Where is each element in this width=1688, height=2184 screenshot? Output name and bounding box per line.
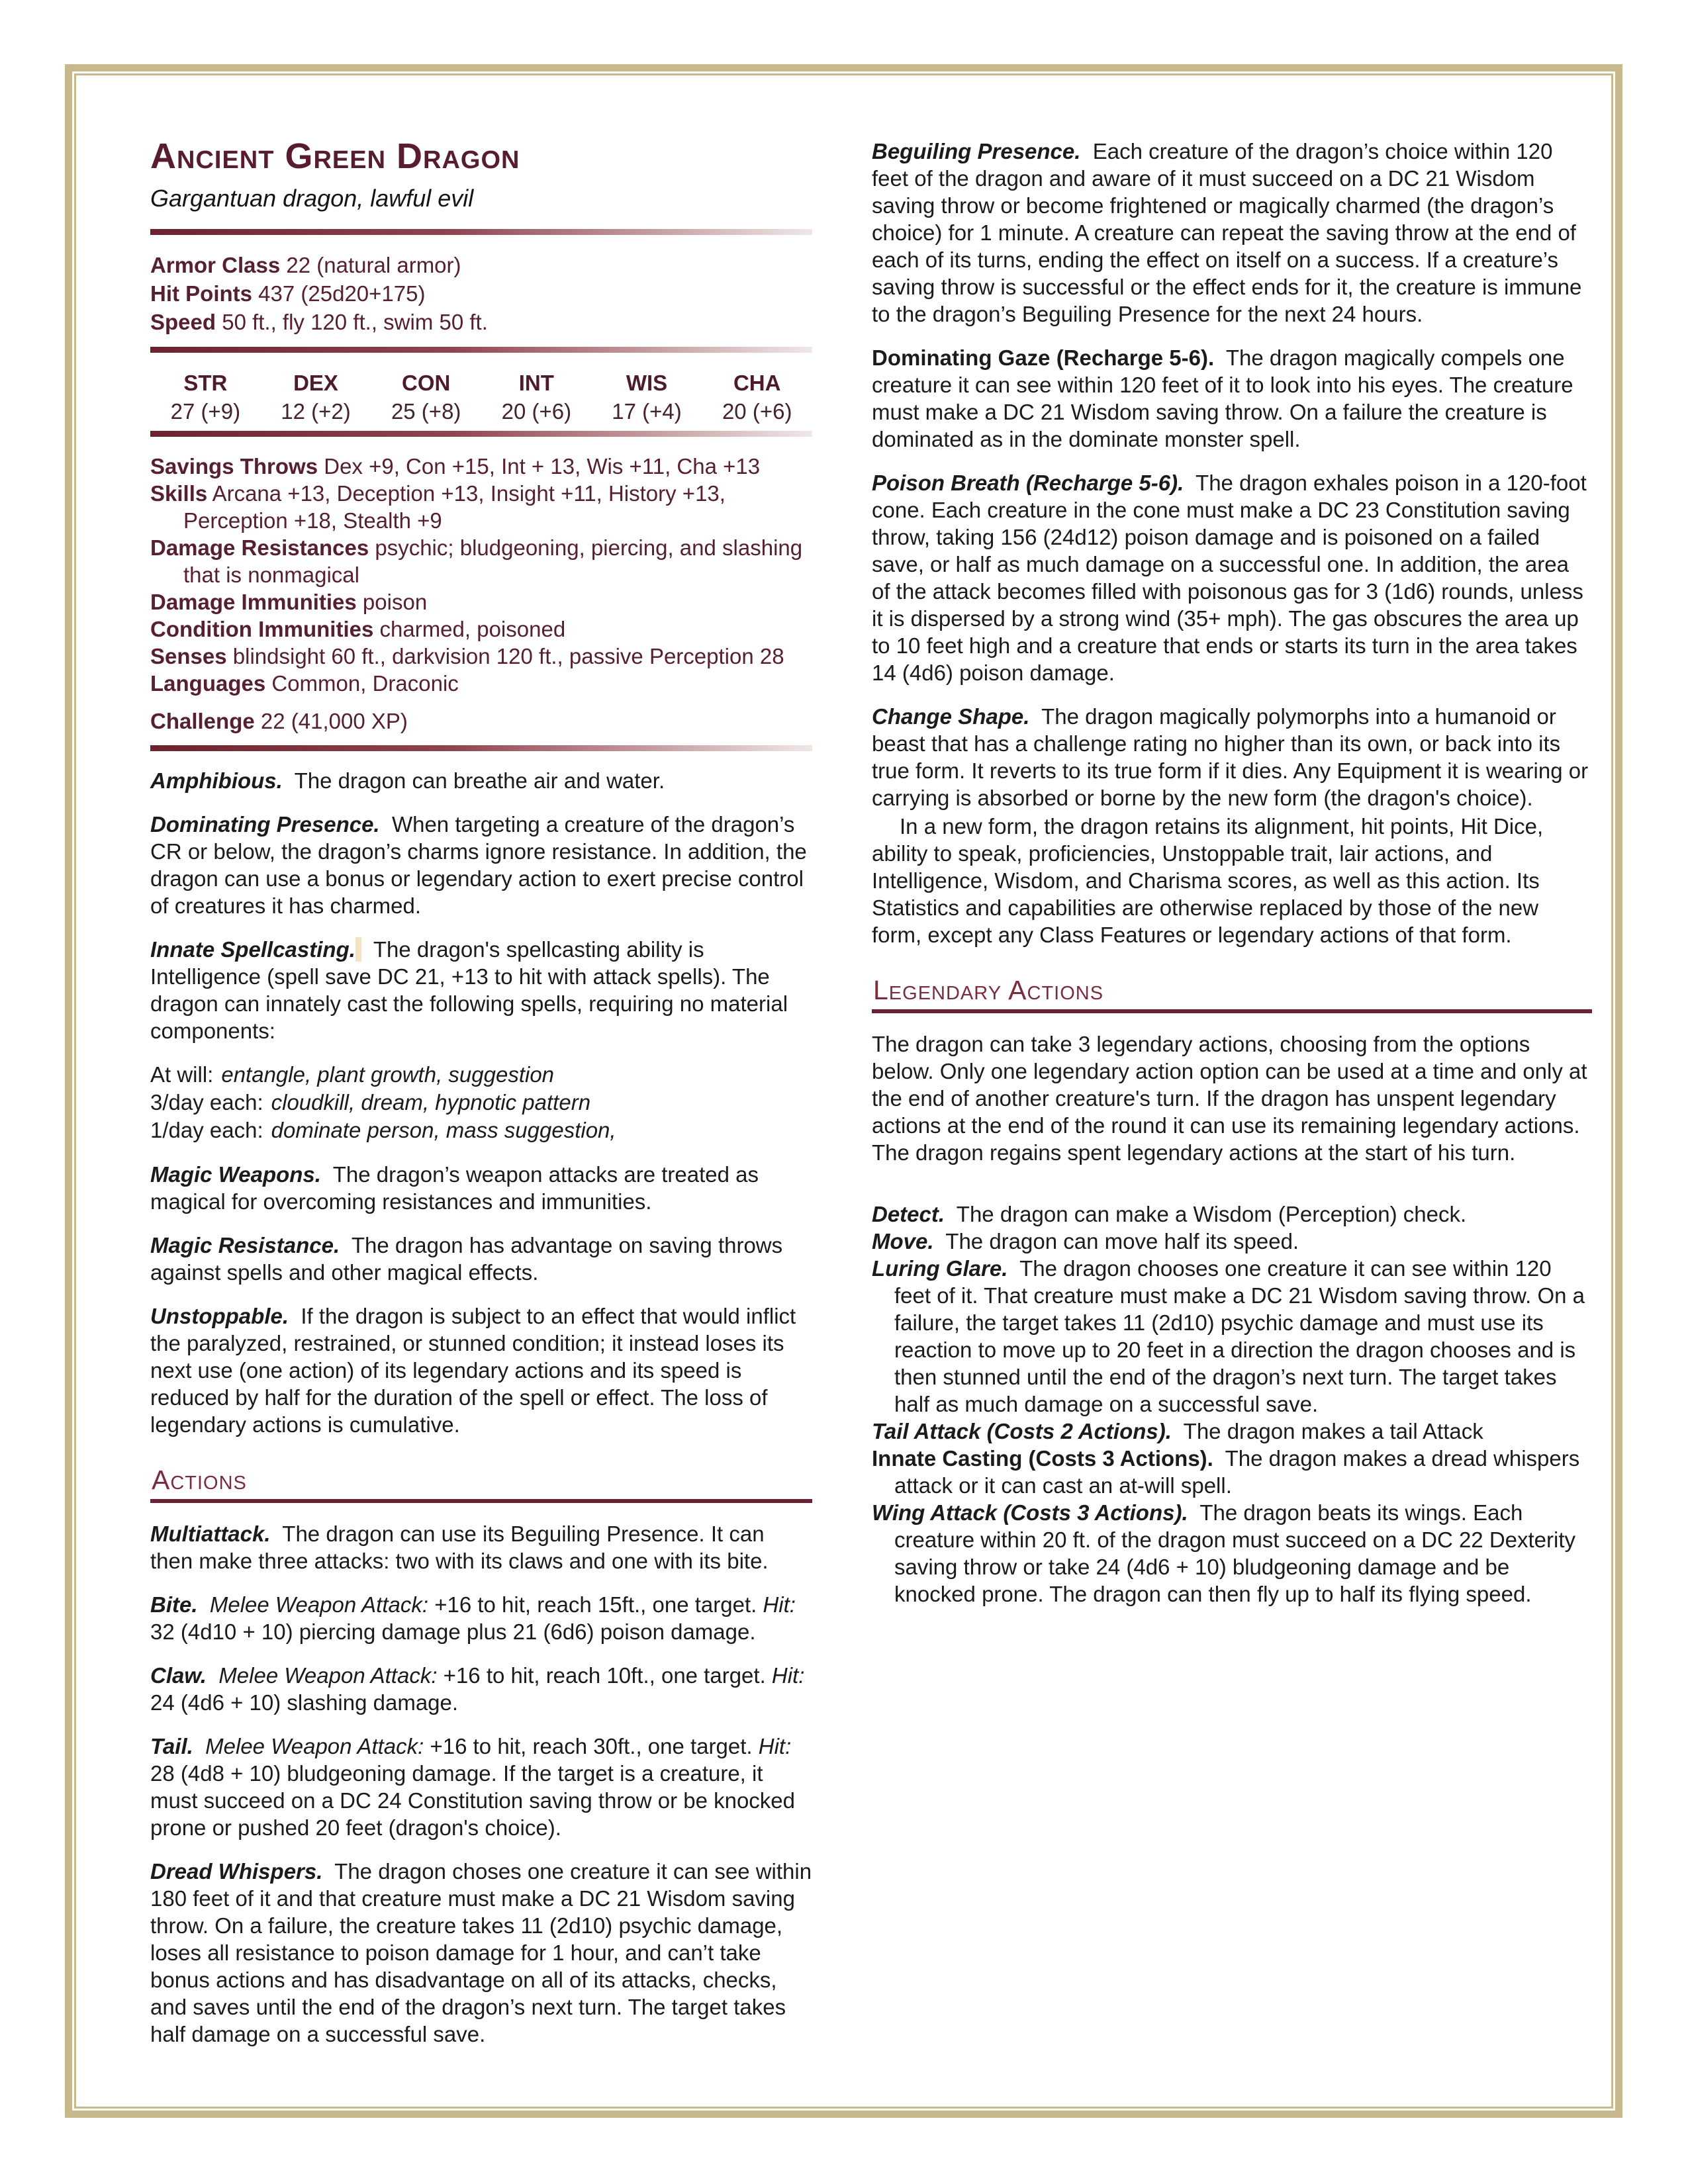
trait-name: Innate Spellcasting. (150, 937, 355, 962)
ability-score-table (150, 369, 812, 426)
stat-paragraph: Luring Glare. The dragon chooses one creature it can see within 120 feet of it. That creature must make a DC 21 Wisdom saving throw. On a failure, the target takes 11 (2d10) psychic damage and must use its reaction to move up to 20 feet in a direction the dragon chooses and is then stunned until the end of the dragon’s next turn. The target takes half as much damage on a successful save. (872, 1256, 1585, 1416)
actions-heading: Actions (150, 1465, 812, 1503)
legendary-actions-list (872, 1201, 1592, 1608)
creature-type-subtitle: Gargantuan dragon, lawful evil (150, 185, 474, 212)
trait-name: Dominating Gaze (Recharge 5-6). (872, 345, 1215, 370)
actions-list (150, 1520, 812, 2048)
stat-paragraph: Dominating Gaze (Recharge 5-6). The dragon magically compels one creature it can see within 120 feet of it to look into his eyes. The creature must make a DC 21 Wisdom saving throw. On a failure the creature is dominated as in the dominate monster spell. (872, 345, 1573, 451)
ability-name: CHA (733, 371, 781, 395)
ability-score: 17 (+4) (612, 399, 682, 424)
trait-name: Innate Casting (Costs 3 Actions). (872, 1446, 1213, 1471)
trait-name: Magic Weapons. (150, 1162, 321, 1187)
stat-paragraph: Tail Attack (Costs 2 Actions). The dragon makes a tail Attack (872, 1419, 1483, 1443)
special-abilities-list (872, 138, 1592, 948)
ability-cell (150, 369, 261, 426)
trait-name: Dominating Presence. (150, 812, 380, 837)
legendary-actions-heading: Legendary Actions (872, 975, 1592, 1013)
ability-score: 20 (+6) (501, 399, 572, 424)
trait-name: Magic Resistance. (150, 1233, 340, 1257)
attribute-line: Savings Throws Dex +9, Con +15, Int + 13, Wis +11, Cha +13 (150, 454, 761, 478)
spell-line: 3/day each: cloudkill, dream, hypnotic pattern (150, 1090, 591, 1115)
left-column (150, 136, 812, 2064)
attribute-line: Damage Immunities poison (150, 590, 428, 614)
trait-name: Detect. (872, 1202, 945, 1226)
trait-name: Wing Attack (Costs 3 Actions). (872, 1500, 1188, 1525)
core-stat-line: Speed 50 ft., fly 120 ft., swim 50 ft. (150, 310, 488, 334)
trait-name: Multiattack. (150, 1522, 271, 1546)
stat-paragraph: Innate Casting (Costs 3 Actions). The dragon makes a dread whispers attack or it can cast an at-will spell. (872, 1446, 1580, 1498)
core-stat-line: Hit Points 437 (25d20+175) (150, 281, 426, 306)
trait-name: Luring Glare. (872, 1256, 1008, 1281)
trait-name: Move. (872, 1229, 934, 1253)
stat-paragraph: Magic Resistance. The dragon has advantage on saving throws against spells and other magical effects. (150, 1233, 783, 1285)
ability-name: WIS (626, 371, 668, 395)
trait-name: Beguiling Presence. (872, 139, 1081, 163)
spell-line: At will: entangle, plant growth, suggestion (150, 1062, 555, 1087)
stat-paragraph: Detect. The dragon can make a Wisdom (Perception) check. (872, 1202, 1467, 1226)
ability-name: CON (402, 371, 451, 395)
traits-list (150, 767, 812, 1044)
attribute-line: Challenge 22 (41,000 XP) (150, 709, 408, 733)
page-title: Ancient Green Dragon (150, 136, 520, 176)
highlight-mark (355, 937, 361, 962)
ability-name: STR (183, 371, 228, 395)
stat-paragraph-continued: In a new form, the dragon retains its alignment, hit points, Hit Dice, ability to speak, proficiencies, Unstoppable trait, lair actions, and Intelligence, Wisdom, and Charisma scores, as well as this action. Its Statistics and capabilities are otherwise replaced by those of the new form, except any Class Features or legendary actions of that form. (872, 814, 1544, 947)
stat-paragraph: Poison Breath (Recharge 5-6). The dragon exhales poison in a 120-foot cone. Each creature in the cone must make a DC 23 Constitution saving throw, taking 156 (24d12) poison damage and is poisoned on a failed save, or half as much damage on a successful one. In addition, the area of the attack becomes filled with poisonous gas for 3 (1d6) rounds, unless it is dispersed by a strong wind (35+ mph). The gas obscures the area up to 10 feet high and a creature that ends or starts its turn in the area takes 14 (4d6) poison damage. (872, 471, 1587, 685)
ability-cell (261, 369, 371, 426)
trait-name: Tail Attack (Costs 2 Actions). (872, 1419, 1172, 1443)
stat-paragraph: Innate Spellcasting. The dragon's spellcasting ability is Intelligence (spell save DC 21, +13 to hit with attack spells). The dragon can innately cast the following spells, requiring no material components: (150, 937, 788, 1043)
trait-name: Tail. (150, 1734, 193, 1758)
ability-name: INT (518, 371, 554, 395)
core-stats (150, 251, 812, 336)
trait-name: Claw. (150, 1663, 207, 1688)
trait-name: Unstoppable. (150, 1304, 289, 1328)
ability-name: DEX (293, 371, 338, 395)
attribute-line: Senses blindsight 60 ft., darkvision 120 ft., passive Perception 28 (150, 644, 784, 668)
tapered-divider (150, 745, 812, 751)
trait-name: Poison Breath (Recharge 5-6). (872, 471, 1184, 495)
ability-cell (371, 369, 481, 426)
innate-spell-list (150, 1061, 812, 1144)
ability-cell (592, 369, 702, 426)
stat-paragraph: Claw. Melee Weapon Attack: +16 to hit, reach 10ft., one target. Hit: 24 (4d6 + 10) slashing damage. (150, 1663, 805, 1715)
traits-list (150, 1161, 812, 1438)
attribute-list (150, 453, 812, 735)
stat-paragraph: Tail. Melee Weapon Attack: +16 to hit, reach 30ft., one target. Hit: 28 (4d8 + 10) bludgeoning damage. If the target is a creature, it must succeed on a DC 24 Constitution saving throw or be knocked prone or pushed 20 feet (dragon's choice). (150, 1734, 796, 1840)
trait-name: Dread Whispers. (150, 1859, 323, 1884)
stat-paragraph: Dominating Presence. When targeting a creature of the dragon’s CR or below, the dragon’s charms ignore resistance. In addition, the dragon can use a bonus or legendary action to exert precise control of creatures it has charmed. (150, 812, 807, 918)
legendary-actions-intro: The dragon can take 3 legendary actions, choosing from the options below. Only one legendary action option can be used at a time and only at the end of another creature's turn. If the dragon has unspent legendary actions at the end of the round it can use its remaining legendary actions. The dragon regains spent legendary actions at the start of his turn. (872, 1032, 1587, 1165)
trait-name: Amphibious. (150, 768, 283, 793)
spell-line: 1/day each: dominate person, mass suggestion, (150, 1118, 616, 1142)
ability-score: 27 (+9) (170, 399, 241, 424)
ability-score: 25 (+8) (391, 399, 461, 424)
stat-paragraph: Beguiling Presence. Each creature of the dragon’s choice within 120 feet of the dragon and aware of it must succeed on a DC 21 Wisdom saving throw or become frightened or magically charmed (the dragon’s choice) for 1 minute. A creature can repeat the saving throw at the end of each of its turns, ending the effect on itself on a success. If a creature’s saving throw is successful or the effect ends for it, the creature is immune to the dragon’s Beguiling Presence for the next 24 hours. (872, 139, 1582, 326)
stat-paragraph: Amphibious. The dragon can breathe air and water. (150, 768, 665, 793)
trait-name: Bite. (150, 1592, 198, 1617)
right-column (872, 138, 1592, 1608)
stat-paragraph: Change Shape. The dragon magically polymorphs into a humanoid or beast that has a challenge rating no higher than its own, or back into its true form. It reverts to its true form if it dies. Any Equipment it is wearing or carrying is absorbed or borne by the new form (the dragon's choice). (872, 704, 1589, 810)
stat-paragraph: Multiattack. The dragon can use its Beguiling Presence. It can then make three attacks: two with its claws and one with its bite. (150, 1522, 769, 1573)
core-stat-line: Armor Class 22 (natural armor) (150, 253, 461, 277)
trait-name: Change Shape. (872, 704, 1030, 729)
attribute-line: Condition Immunities charmed, poisoned (150, 617, 566, 641)
stat-paragraph: Bite. Melee Weapon Attack: +16 to hit, reach 15ft., one target. Hit: 32 (4d10 + 10) piercing damage plus 21 (6d6) poison damage. (150, 1592, 796, 1644)
stat-paragraph: Magic Weapons. The dragon’s weapon attacks are treated as magical for overcoming resistances and immunities. (150, 1162, 759, 1214)
ability-score: 20 (+6) (722, 399, 792, 424)
tapered-divider (150, 347, 812, 353)
tapered-divider (150, 229, 812, 235)
stat-paragraph: Unstoppable. If the dragon is subject to an effect that would inflict the paralyzed, restrained, or stunned condition; it instead loses its next use (one action) of its legendary actions and its speed is reduced by half for the duration of the spell or effect. The loss of legendary actions is cumulative. (150, 1304, 796, 1437)
stat-paragraph: Wing Attack (Costs 3 Actions). The dragon beats its wings. Each creature within 20 ft. of the dragon must succeed on a DC 22 Dexterity saving throw or take 24 (4d6 + 10) bludgeoning damage and be knocked prone. The dragon can then fly up to half its flying speed. (872, 1500, 1576, 1606)
ability-cell (702, 369, 812, 426)
attribute-line: Damage Resistances psychic; bludgeoning, piercing, and slashing that is nonmagical (150, 535, 803, 587)
attribute-line: Languages Common, Draconic (150, 671, 459, 696)
ability-cell (481, 369, 592, 426)
tapered-divider (150, 431, 812, 437)
ability-score: 12 (+2) (281, 399, 351, 424)
attribute-line: Skills Arcana +13, Deception +13, Insight +11, History +13, Perception +18, Stealth +9 (150, 481, 726, 533)
stat-paragraph: Dread Whispers. The dragon choses one creature it can see within 180 feet of it and that creature must make a DC 21 Wisdom saving throw. On a failure, the creature takes 11 (2d10) psychic damage, loses all resistance to poison damage for 1 hour, and can’t take bonus actions and has disadvantage on all of its attacks, checks, and saves until the end of the dragon’s next turn. The target takes half damage on a successful save. (150, 1859, 812, 2046)
stat-paragraph: Move. The dragon can move half its speed. (872, 1229, 1299, 1253)
